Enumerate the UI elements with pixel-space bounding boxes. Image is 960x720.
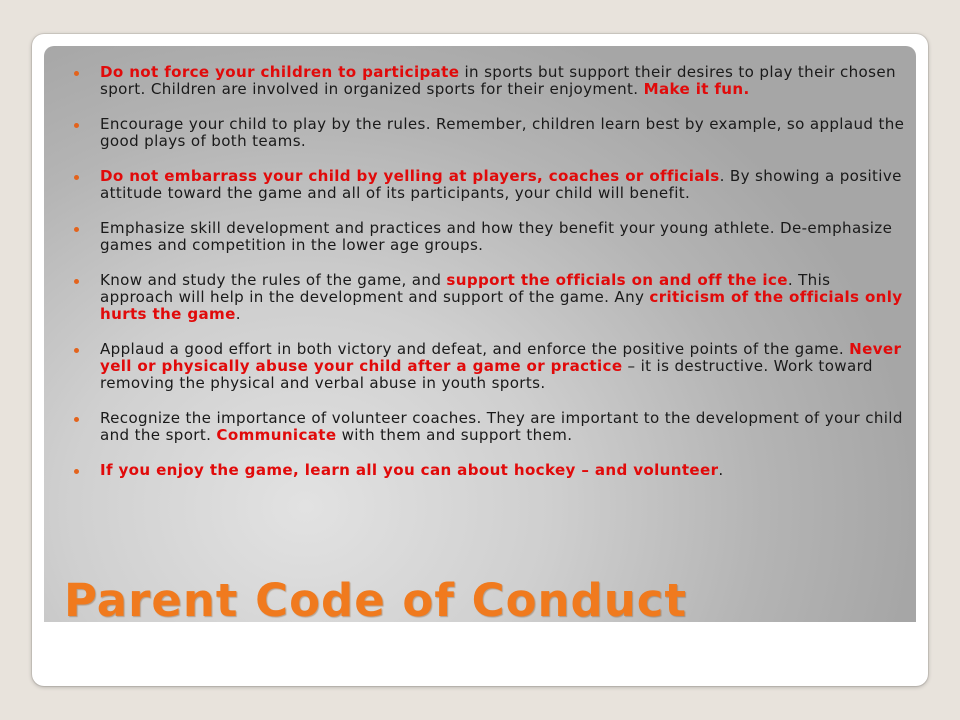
bullet-text: . <box>718 461 724 479</box>
bullet-item-no-embarrass <box>100 168 906 202</box>
bullet-highlight: If you enjoy the game, learn all you can about hockey – and volunteer <box>100 461 719 479</box>
slide-title: Parent Code of Conduct <box>64 574 687 627</box>
bullet-text: with them and support them. <box>336 426 573 444</box>
content-panel <box>44 46 916 622</box>
bullet-highlight: Do not force your children to participate <box>100 63 460 81</box>
bullet-item-play-by-rules <box>100 116 906 150</box>
bullet-text: . By showing a positive attitude toward the game and all of its participants, your child will benefit. <box>100 167 902 202</box>
bullet-highlight: support the officials on and off the ice <box>446 271 788 289</box>
bullet-dot-icon <box>74 123 79 128</box>
bullet-dot-icon <box>74 417 79 422</box>
bullet-dot-icon <box>74 348 79 353</box>
bullet-dot-icon <box>74 279 79 284</box>
bullet-dot-icon <box>74 175 79 180</box>
bullet-item-enjoy-game <box>100 462 906 479</box>
bullet-highlight: Never yell or physically abuse your child after a game or practice <box>100 340 902 375</box>
bullet-item-volunteer-coaches <box>100 410 906 444</box>
bullet-text: Applaud a good effort in both victory and defeat, and enforce the positive points of the game. <box>100 340 850 358</box>
bullet-dot-icon <box>74 227 79 232</box>
bullet-text: in sports but support their desires to play their chosen sport. Children are involved in organized sports for their enjoyment. <box>100 63 896 98</box>
bullet-text: – it is destructive. Work toward removing the physical and verbal abuse in youth sports. <box>100 357 873 392</box>
bullet-dot-icon <box>74 71 79 76</box>
bullet-text: . This approach will help in the development and support of the game. Any <box>100 271 831 306</box>
bullet-text: Encourage your child to play by the rules. Remember, children learn best by example, so applaud the good plays of both teams. <box>100 115 905 150</box>
bullet-highlight: Make it fun. <box>643 80 750 98</box>
bullet-item-no-force <box>100 64 906 98</box>
bullet-dot-icon <box>74 469 79 474</box>
bullet-item-skill-development <box>100 220 906 254</box>
bullet-highlight: criticism of the officials only hurts the game <box>100 288 903 323</box>
bullet-item-know-rules <box>100 272 906 323</box>
bullet-text: Know and study the rules of the game, and <box>100 271 447 289</box>
bullet-highlight: Communicate <box>216 426 337 444</box>
bullet-highlight: Do not embarrass your child by yelling at players, coaches or officials <box>100 167 720 185</box>
bullet-list <box>100 64 906 497</box>
bullet-text: Recognize the importance of volunteer coaches. They are important to the development of your child and the sport. <box>100 409 903 444</box>
bullet-item-applaud-effort <box>100 341 906 392</box>
bullet-text: Emphasize skill development and practices and how they benefit your young athlete. De-emphasize games and competition in the lower age groups. <box>100 219 893 254</box>
bullet-text: . <box>235 305 241 323</box>
